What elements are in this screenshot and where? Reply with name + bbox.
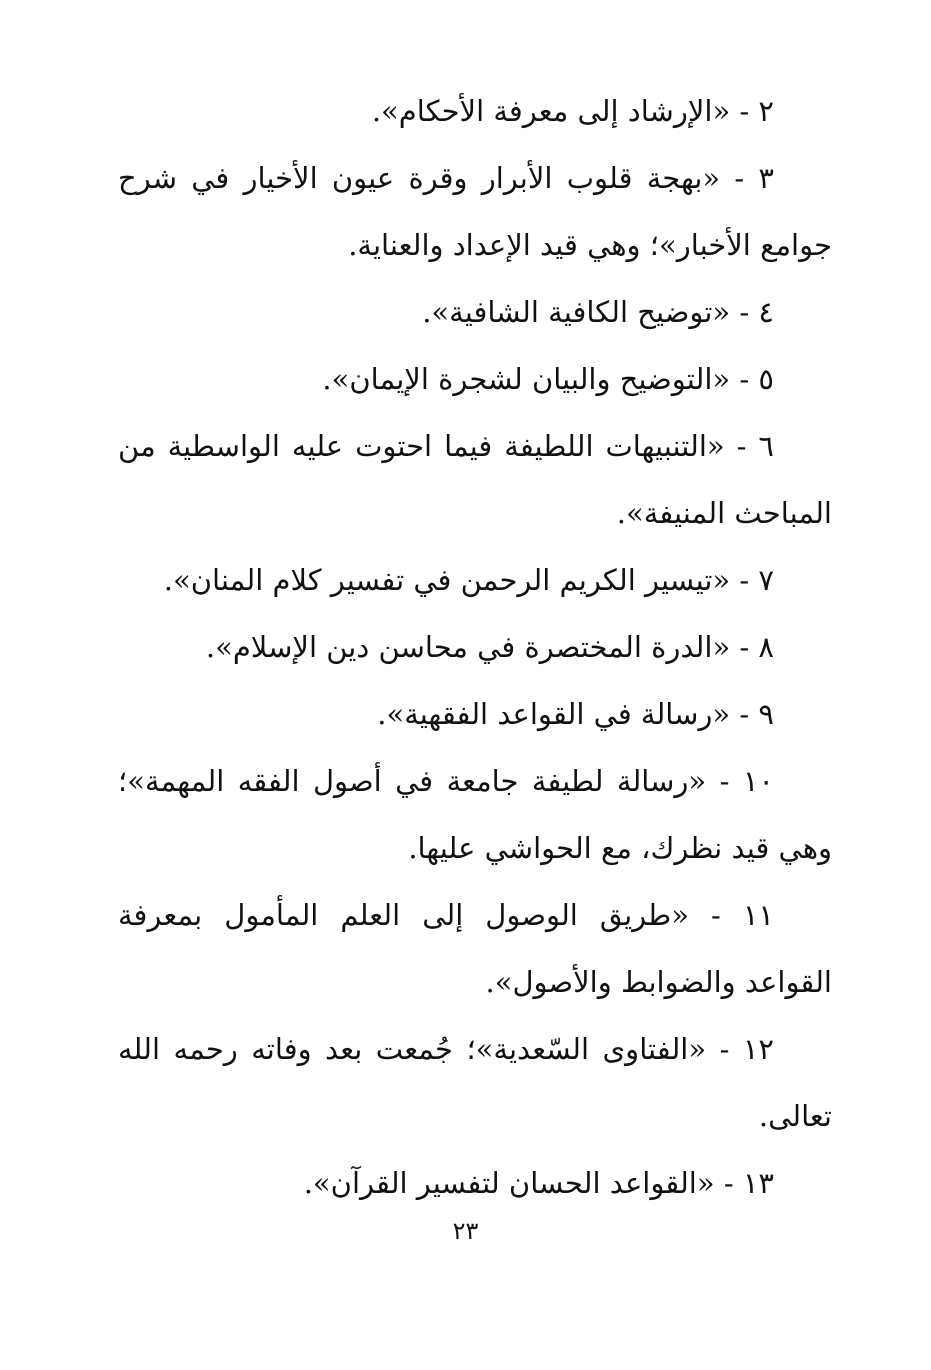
list-item: ١١ - «طريق الوصول إلى العلم المأمول بمعرفة القواعد والضوابط والأصول». <box>118 898 832 999</box>
list-item: ٤ - «توضيح الكافية الشافية». <box>422 295 774 329</box>
list-item: ٢ - «الإرشاد إلى معرفة الأحكام». <box>371 94 774 128</box>
list-item: ١٣ - «القواعد الحسان لتفسير القرآن». <box>303 1166 774 1200</box>
list-item: ٣ - «بهجة قلوب الأبرار وقرة عيون الأخيار في شرح جوامع الأخبار»؛ وهي قيد الإعداد والعناية. <box>118 161 832 262</box>
list-item: ٩ - «رسالة في القواعد الفقهية». <box>377 697 774 731</box>
page-number: ٢٣ <box>452 1217 479 1245</box>
book-list <box>118 78 832 1217</box>
list-item: ٥ - «التوضيح والبيان لشجرة الإيمان». <box>322 362 774 396</box>
list-item: ٨ - «الدرة المختصرة في محاسن دين الإسلام». <box>205 630 774 664</box>
list-item: ٦ - «التنبيهات اللطيفة فيما احتوت عليه الواسطية من المباحث المنيفة». <box>118 429 832 530</box>
list-item: ١٠ - «رسالة لطيفة جامعة في أصول الفقه المهمة»؛ وهي قيد نظرك، مع الحواشي عليها. <box>118 764 832 865</box>
list-item: ٧ - «تيسير الكريم الرحمن في تفسير كلام المنان». <box>163 563 774 597</box>
list-item: ١٢ - «الفتاوى السّعدية»؛ جُمعت بعد وفاته رحمه الله تعالى. <box>118 1032 832 1133</box>
